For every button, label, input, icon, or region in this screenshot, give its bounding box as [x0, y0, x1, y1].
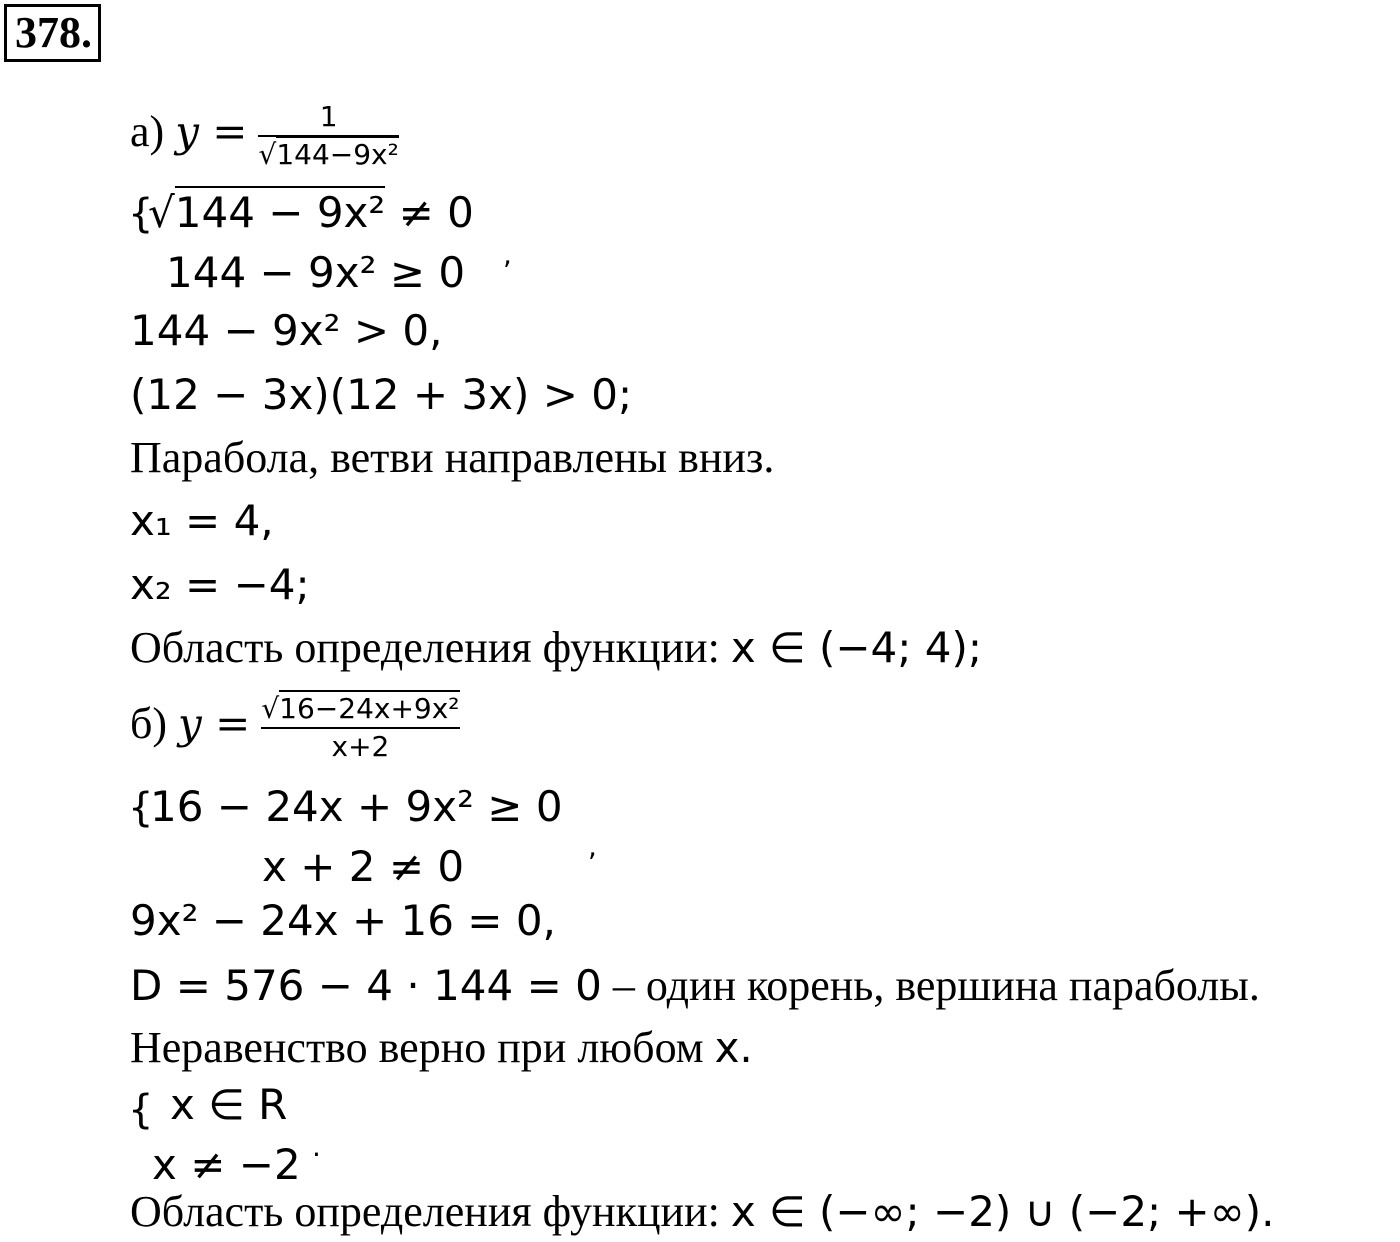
part-a-system-punct: ,	[503, 238, 512, 271]
part-b-domain-math: x ∈ (−∞; −2) ∪ (−2; +∞).	[730, 1187, 1275, 1236]
part-b-eq1: 9x² − 24x + 16 = 0,	[130, 896, 556, 945]
part-b-discriminant-math: D = 576 − 4 · 144 = 0	[130, 961, 602, 1010]
part-a-frac-den-radicand: 144−9x²	[276, 138, 399, 171]
part-a-formula	[130, 100, 399, 172]
system-brace-b2: {	[128, 1087, 154, 1133]
part-a-ineq2: (12 − 3x)(12 + 3x) > 0;	[130, 370, 633, 419]
part-b-system2-punct: .	[312, 1130, 321, 1163]
part-b-domain	[130, 1186, 1274, 1237]
part-a-root2: x₂ = −4;	[130, 560, 310, 609]
part-a-root1: x₁ = 4,	[130, 496, 274, 545]
part-a-domain	[130, 622, 982, 673]
part-b-label: б)	[130, 699, 168, 749]
part-a-lhs: y =	[175, 107, 248, 157]
part-b-ineq-text: Неравенство верно при любом	[130, 1023, 715, 1072]
part-b-frac-num-radicand: 16−24x+9x²	[279, 692, 460, 725]
part-a-ineq1: 144 − 9x² > 0,	[130, 306, 443, 355]
part-a-system-line1-rest: ≠ 0	[385, 188, 474, 237]
part-a-fraction	[258, 100, 398, 172]
part-a-frac-num: 1	[319, 100, 338, 133]
part-b-frac-num: √16−24x+9x²	[261, 692, 460, 725]
part-b-system-line2: x + 2 ≠ 0	[262, 842, 465, 891]
part-a-domain-text: Область определения функции:	[130, 623, 731, 672]
part-a-system-line2: 144 − 9x² ≥ 0	[166, 248, 466, 297]
part-b-system-punct: ,	[588, 830, 597, 863]
part-b-system2-line1: x ∈ R	[170, 1080, 288, 1129]
part-a-system-line1-radicand: 144 − 9x²	[174, 188, 386, 237]
part-b-ineq	[130, 1022, 753, 1073]
part-a-parabola-text: Парабола, ветви направлены вниз.	[130, 433, 775, 482]
part-b-formula	[130, 692, 460, 764]
part-b-ineq-var: x.	[714, 1023, 753, 1072]
part-b-discriminant-text: – один корень, вершина параболы.	[601, 961, 1260, 1010]
part-b-system-line1: 16 − 24x + 9x² ≥ 0	[150, 782, 563, 831]
part-b-domain-text: Область определения функции:	[130, 1187, 731, 1236]
part-a-label: а)	[130, 107, 165, 157]
part-a-domain-math: x ∈ (−4; 4);	[730, 623, 983, 672]
part-a-frac-den: √144−9x²	[258, 138, 399, 171]
part-b-system2-line2: x ≠ −2	[152, 1140, 301, 1189]
part-b-frac-den: x+2	[331, 730, 390, 763]
problem-number: 378.	[4, 4, 101, 62]
part-a-system-line1: √144 − 9x² ≠ 0	[148, 188, 474, 237]
part-b-lhs: y =	[178, 699, 251, 749]
system-brace-a: {	[128, 191, 154, 237]
part-b-fraction	[261, 692, 459, 764]
part-b-discriminant	[130, 960, 1260, 1011]
system-brace-b: {	[128, 785, 154, 831]
